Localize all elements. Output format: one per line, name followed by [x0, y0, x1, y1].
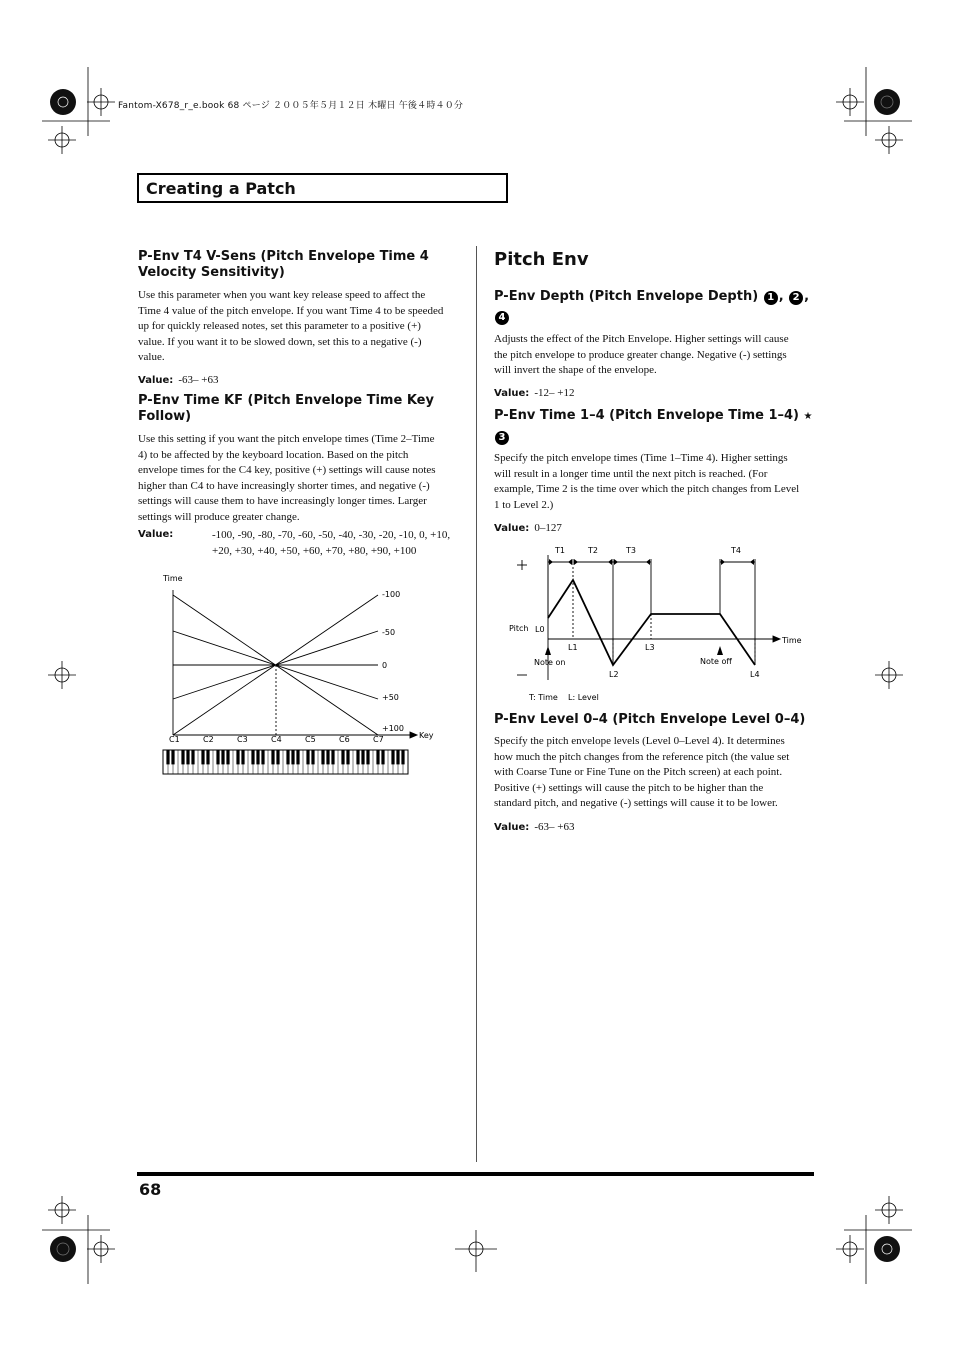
black-key	[261, 750, 264, 764]
pitch-axis-label: Pitch	[509, 624, 529, 633]
key-label: C7	[373, 735, 384, 744]
black-key	[356, 750, 359, 764]
black-key	[376, 750, 379, 764]
black-key	[321, 750, 324, 764]
black-key	[206, 750, 209, 764]
section-title-level: P-Env Level 0–4 (Pitch Envelope Level 0–4)	[494, 712, 806, 727]
black-key	[256, 750, 259, 764]
section-body-depth: Adjusts the effect of the Pitch Envelope. Higher settings will cause the pitch envelope to produce greater change. Negative (-) settings will invert the shape of the envelope.	[494, 333, 789, 376]
black-key	[331, 750, 334, 764]
graph-x-label: Key	[419, 731, 434, 740]
black-key	[391, 750, 394, 764]
line-label: +100	[382, 724, 404, 733]
line-label: -50	[382, 628, 396, 637]
black-key	[271, 750, 274, 764]
black-key	[186, 750, 189, 764]
black-key	[311, 750, 314, 764]
level-label: L1	[568, 643, 578, 652]
marker-1-icon: 1	[764, 291, 778, 305]
black-key	[326, 750, 329, 764]
column-divider	[476, 246, 477, 1162]
key-label: C2	[203, 735, 214, 744]
pitch-envelope-diagram	[505, 540, 815, 710]
keyboard-frame	[163, 750, 408, 774]
star-icon: ★	[803, 411, 813, 422]
print-file-header: Fantom-X678_r_e.book 68 ページ ２００５年５月１２日 木曜日 午後４時４０分	[118, 101, 464, 111]
black-key	[191, 750, 194, 764]
black-key	[236, 750, 239, 764]
graph-y-label: Time	[163, 574, 183, 583]
black-key	[201, 750, 204, 764]
black-key	[226, 750, 229, 764]
footer-rule	[137, 1172, 814, 1176]
black-key	[276, 750, 279, 764]
level-label: L3	[645, 643, 655, 652]
time-keyfollow-graph	[155, 570, 445, 780]
key-label: C1	[169, 735, 180, 744]
level-label: L2	[609, 670, 619, 679]
diagram-legend: T: Time L: Level	[529, 693, 599, 702]
black-key	[251, 750, 254, 764]
value-time-kf: -100, -90, -80, -70, -60, -50, -40, -30, -20, -10, 0, +10, +20, +30, +40, +50, +60, +70, +80, +90, +100	[212, 529, 451, 557]
note-off-label: Note off	[700, 657, 732, 666]
black-key	[221, 750, 224, 764]
black-key	[216, 750, 219, 764]
black-key	[401, 750, 404, 764]
section-body-level: Specify the pitch envelope levels (Level 0–Level 4). It determines how much the pitch changes from the reference pitch (the value set with Coarse Tune or Fine Tune on the Pitch screen) at each point. Positive (+) settings will cause the pitch to be higher than the standard pitch, and negative (-) settings will cause it to be lower.	[494, 735, 790, 809]
line-label: 0	[382, 661, 388, 670]
chapter-header	[137, 173, 508, 203]
section-body-time-kf: Use this setting if you want the pitch envelope times (Time 2–Time 4) to be affected by the keyboard location. Based on the pitch envelope times for the C4 key, positive (+) settings will cause notes higher than C4 to have increasingly shorter times, and negative (-) settings will cause them to have increasingly longer times. Larger settings will produce greater change.	[138, 433, 436, 523]
value-level: Value: -63– +63	[494, 821, 575, 833]
black-key	[341, 750, 344, 764]
line-label: +50	[382, 693, 399, 702]
black-key	[361, 750, 364, 764]
black-key	[166, 750, 169, 764]
time-label: T2	[588, 546, 598, 555]
black-key	[171, 750, 174, 764]
section-title-t4-vsens: P-Env T4 V-Sens (Pitch Envelope Time 4 Velocity Sensitivity)	[138, 249, 429, 280]
time-label: T1	[555, 546, 565, 555]
section-title-time: P-Env Time 1–4 (Pitch Envelope Time 1–4) ★ 3	[494, 408, 813, 443]
black-key	[306, 750, 309, 764]
page-number: 68	[139, 1180, 162, 1199]
chapter-title: Creating a Patch	[146, 179, 296, 198]
section-title-depth: P-Env Depth (Pitch Envelope Depth) 1 , 2 , 4	[494, 289, 810, 323]
level-label: L4	[750, 670, 760, 679]
key-label: C3	[237, 735, 248, 744]
key-label: C4	[271, 735, 282, 744]
black-key	[286, 750, 289, 764]
marker-3-icon: 3	[495, 431, 509, 445]
black-key	[181, 750, 184, 764]
black-key	[366, 750, 369, 764]
line-label: -100	[382, 590, 401, 599]
black-key	[346, 750, 349, 764]
value-depth: Value: -12– +12	[494, 387, 575, 399]
section-body-t4-vsens: Use this parameter when you want key release speed to affect the Time 4 value of the pitch envelope. If you want Time 4 to be speeded up for quickly released notes, set this parameter to a positive (+) value. If you want it to be slowed down, set this to a negative (-) value.	[138, 289, 444, 363]
black-key	[291, 750, 294, 764]
time-axis-label: Time	[782, 636, 802, 645]
black-key	[296, 750, 299, 764]
section-body-time: Specify the pitch envelope times (Time 1–Time 4). Higher settings will result in a longer time until the next pitch is reached. (For example, Time 2 is the time over which the pitch changes from Level 1 to Level 2.)	[494, 452, 800, 511]
marker-4-icon: 4	[495, 311, 509, 325]
marker-2-icon: 2	[789, 291, 803, 305]
level-label: L0	[535, 625, 545, 634]
black-key	[381, 750, 384, 764]
page-section-title: Pitch Env	[494, 249, 589, 270]
value-time: Value: 0–127	[494, 522, 562, 534]
black-key	[241, 750, 244, 764]
black-key	[396, 750, 399, 764]
time-label: T4	[731, 546, 741, 555]
key-label: C5	[305, 735, 316, 744]
value-t4-vsens: Value: -63– +63	[138, 374, 219, 386]
value-label-time-kf: Value:	[138, 529, 174, 540]
note-on-label: Note on	[534, 658, 566, 667]
time-label: T3	[626, 546, 636, 555]
keyboard-illustration	[163, 750, 408, 774]
key-label: C6	[339, 735, 350, 744]
section-title-time-kf: P-Env Time KF (Pitch Envelope Time Key Follow)	[138, 393, 434, 424]
